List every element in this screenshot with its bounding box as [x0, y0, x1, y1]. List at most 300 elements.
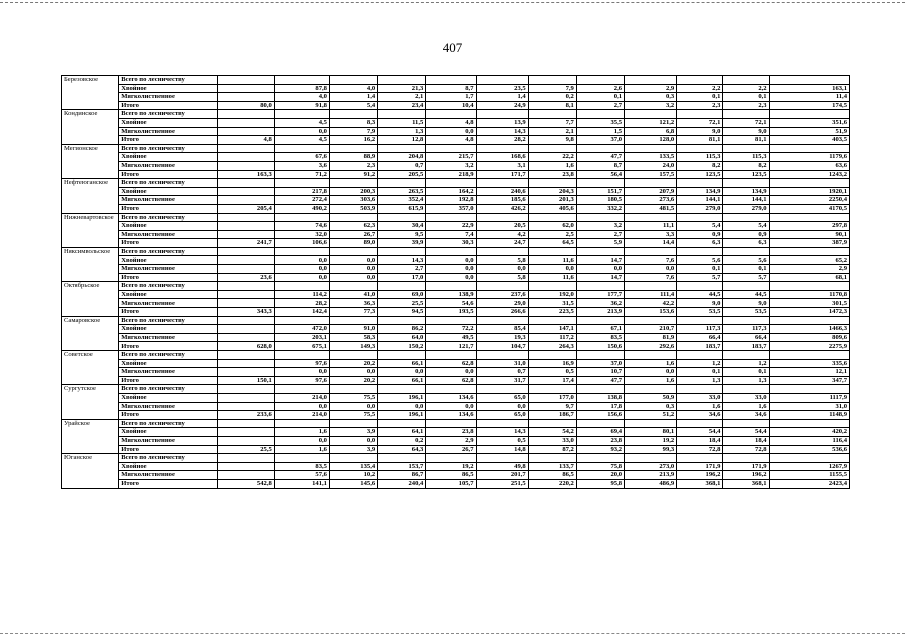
- empty-cell: [528, 247, 576, 256]
- value-cell: 201,7: [476, 471, 528, 480]
- value-cell: 18,4: [677, 436, 723, 445]
- value-cell: 88,9: [329, 153, 377, 162]
- row-category-label: Хвойное: [119, 187, 217, 196]
- area-cell: 241,7: [217, 239, 274, 248]
- table-row: [62, 118, 850, 127]
- value-cell: 4170,5: [769, 204, 849, 213]
- empty-cell: [329, 213, 377, 222]
- value-cell: 16,9: [528, 359, 576, 368]
- table-row: [62, 76, 850, 85]
- empty-cell: [329, 76, 377, 85]
- table-row: [62, 222, 850, 231]
- value-cell: 4,8: [426, 118, 476, 127]
- empty-cell: [576, 351, 624, 360]
- value-cell: 1,4: [476, 93, 528, 102]
- scan-bottom-border: [0, 633, 905, 634]
- value-cell: 81,1: [677, 136, 723, 145]
- empty-cell: [723, 351, 769, 360]
- value-cell: 1,3: [378, 127, 426, 136]
- value-cell: 63,6: [769, 161, 849, 170]
- value-cell: 64,0: [378, 333, 426, 342]
- value-cell: 4,5: [274, 118, 329, 127]
- value-cell: 0,0: [274, 265, 329, 274]
- value-cell: 2,9: [769, 265, 849, 274]
- empty-cell: [576, 247, 624, 256]
- table-row: [62, 136, 850, 145]
- value-cell: 30,3: [426, 239, 476, 248]
- empty-cell: [528, 282, 576, 291]
- area-cell: 23,6: [217, 273, 274, 282]
- table-row: [62, 402, 850, 411]
- value-cell: 11,4: [769, 93, 849, 102]
- value-cell: 4,5: [274, 136, 329, 145]
- empty-cell: [576, 110, 624, 119]
- empty-cell: [576, 179, 624, 188]
- value-cell: 177,0: [528, 393, 576, 402]
- value-cell: 56,4: [576, 170, 624, 179]
- value-cell: 134,6: [426, 411, 476, 420]
- empty-cell: [217, 179, 274, 188]
- empty-cell: [769, 110, 849, 119]
- value-cell: 68,1: [769, 273, 849, 282]
- value-cell: 9,0: [723, 127, 769, 136]
- value-cell: 200,3: [329, 187, 377, 196]
- value-cell: 19,2: [426, 462, 476, 471]
- empty-cell: [217, 256, 274, 265]
- value-cell: 240,4: [378, 479, 426, 488]
- row-category-label: Мягколиственное: [119, 127, 217, 136]
- value-cell: 183,7: [723, 342, 769, 351]
- value-cell: 2,1: [528, 127, 576, 136]
- empty-cell: [329, 282, 377, 291]
- value-cell: 23,5: [476, 84, 528, 93]
- empty-cell: [723, 144, 769, 153]
- empty-cell: [476, 419, 528, 428]
- table-row: [62, 436, 850, 445]
- value-cell: 223,5: [528, 308, 576, 317]
- value-cell: 87,2: [528, 445, 576, 454]
- value-cell: 142,4: [274, 308, 329, 317]
- area-cell: 233,6: [217, 411, 274, 420]
- value-cell: 3,9: [329, 428, 377, 437]
- value-cell: 809,6: [769, 333, 849, 342]
- value-cell: 1466,3: [769, 325, 849, 334]
- empty-cell: [217, 118, 274, 127]
- table-row: [62, 359, 850, 368]
- value-cell: 4,0: [329, 84, 377, 93]
- value-cell: 31,0: [769, 402, 849, 411]
- value-cell: 0,0: [426, 256, 476, 265]
- empty-cell: [217, 368, 274, 377]
- empty-cell: [217, 84, 274, 93]
- value-cell: 0,1: [677, 265, 723, 274]
- table-row: [62, 187, 850, 196]
- empty-cell: [528, 76, 576, 85]
- table-row: [62, 376, 850, 385]
- value-cell: 6,3: [723, 239, 769, 248]
- value-cell: 53,5: [677, 308, 723, 317]
- value-cell: 66,4: [723, 333, 769, 342]
- value-cell: 133,7: [528, 462, 576, 471]
- value-cell: 264,3: [528, 342, 576, 351]
- value-cell: 1117,9: [769, 393, 849, 402]
- value-cell: 26,7: [329, 230, 377, 239]
- value-cell: 37,0: [576, 136, 624, 145]
- empty-cell: [329, 144, 377, 153]
- value-cell: 420,2: [769, 428, 849, 437]
- value-cell: 0,0: [329, 436, 377, 445]
- value-cell: 14,4: [625, 239, 677, 248]
- value-cell: 204,3: [528, 187, 576, 196]
- table-row: [62, 161, 850, 170]
- value-cell: 263,5: [378, 187, 426, 196]
- table-row: [62, 196, 850, 205]
- table-row: [62, 127, 850, 136]
- value-cell: 93,2: [576, 445, 624, 454]
- empty-cell: [677, 144, 723, 153]
- empty-cell: [426, 351, 476, 360]
- value-cell: 91,0: [329, 325, 377, 334]
- value-cell: 1,4: [329, 93, 377, 102]
- row-category-label: Итого: [119, 376, 217, 385]
- value-cell: 9,0: [677, 127, 723, 136]
- value-cell: 62,0: [528, 222, 576, 231]
- value-cell: 44,5: [677, 290, 723, 299]
- table-row: [62, 411, 850, 420]
- value-cell: 36,2: [576, 299, 624, 308]
- value-cell: 75,8: [576, 462, 624, 471]
- value-cell: 1,6: [625, 359, 677, 368]
- empty-cell: [378, 385, 426, 394]
- value-cell: 426,2: [476, 204, 528, 213]
- value-cell: 14,7: [576, 273, 624, 282]
- value-cell: 80,1: [625, 428, 677, 437]
- value-cell: 205,5: [378, 170, 426, 179]
- empty-cell: [625, 179, 677, 188]
- value-cell: 105,7: [426, 479, 476, 488]
- value-cell: 0,9: [723, 230, 769, 239]
- empty-cell: [217, 196, 274, 205]
- value-cell: 114,2: [274, 290, 329, 299]
- empty-cell: [723, 316, 769, 325]
- value-cell: 157,5: [625, 170, 677, 179]
- value-cell: 121,2: [625, 118, 677, 127]
- empty-cell: [576, 316, 624, 325]
- empty-cell: [217, 265, 274, 274]
- value-cell: 0,0: [274, 402, 329, 411]
- empty-cell: [217, 230, 274, 239]
- value-cell: 7,9: [329, 127, 377, 136]
- row-category-label: Мягколиственное: [119, 93, 217, 102]
- value-cell: 20,5: [476, 222, 528, 231]
- scan-top-border: [0, 2, 905, 3]
- row-category-label: Мягколиственное: [119, 265, 217, 274]
- empty-cell: [274, 110, 329, 119]
- value-cell: 335,6: [769, 359, 849, 368]
- value-cell: 240,6: [476, 187, 528, 196]
- value-cell: 472,0: [274, 325, 329, 334]
- forestry-name: Березовское: [62, 76, 119, 110]
- value-cell: 57,6: [274, 471, 329, 480]
- value-cell: 0,0: [329, 368, 377, 377]
- value-cell: 144,1: [677, 196, 723, 205]
- empty-cell: [576, 282, 624, 291]
- value-cell: 83,5: [274, 462, 329, 471]
- value-cell: 0,0: [274, 368, 329, 377]
- value-cell: 615,9: [378, 204, 426, 213]
- value-cell: 1,6: [625, 376, 677, 385]
- value-cell: 91,2: [329, 170, 377, 179]
- value-cell: 7,6: [625, 273, 677, 282]
- table-row: [62, 333, 850, 342]
- value-cell: 50,9: [625, 393, 677, 402]
- value-cell: 3,9: [329, 445, 377, 454]
- value-cell: 201,3: [528, 196, 576, 205]
- area-cell: 80,0: [217, 101, 274, 110]
- empty-cell: [329, 110, 377, 119]
- value-cell: 22,9: [426, 222, 476, 231]
- value-cell: 8,2: [723, 161, 769, 170]
- value-cell: 2,7: [378, 265, 426, 274]
- value-cell: 145,6: [329, 479, 377, 488]
- value-cell: 34,6: [677, 411, 723, 420]
- value-cell: 6,3: [677, 239, 723, 248]
- value-cell: 1,7: [426, 93, 476, 102]
- value-cell: 77,3: [329, 308, 377, 317]
- value-cell: 153,6: [625, 308, 677, 317]
- value-cell: 65,2: [769, 256, 849, 265]
- value-cell: 1170,8: [769, 290, 849, 299]
- value-cell: 138,8: [576, 393, 624, 402]
- value-cell: 5,4: [723, 222, 769, 231]
- table-row: [62, 239, 850, 248]
- value-cell: 149,3: [329, 342, 377, 351]
- value-cell: 352,4: [378, 196, 426, 205]
- value-cell: 83,5: [576, 333, 624, 342]
- value-cell: 180,5: [576, 196, 624, 205]
- value-cell: 12,1: [769, 368, 849, 377]
- value-cell: 72,2: [426, 325, 476, 334]
- empty-cell: [329, 385, 377, 394]
- value-cell: 37,0: [576, 359, 624, 368]
- table-row: [62, 247, 850, 256]
- value-cell: 134,9: [723, 187, 769, 196]
- empty-cell: [723, 419, 769, 428]
- value-cell: 5,6: [723, 256, 769, 265]
- empty-cell: [476, 76, 528, 85]
- empty-cell: [769, 282, 849, 291]
- value-cell: 0,1: [677, 93, 723, 102]
- empty-cell: [274, 282, 329, 291]
- value-cell: 0,0: [576, 265, 624, 274]
- group-header-label: Всего по лесничеству: [119, 110, 217, 119]
- value-cell: 17,0: [378, 273, 426, 282]
- empty-cell: [274, 419, 329, 428]
- value-cell: 42,2: [625, 299, 677, 308]
- value-cell: 0,3: [625, 93, 677, 102]
- empty-cell: [677, 316, 723, 325]
- empty-cell: [274, 76, 329, 85]
- value-cell: 204,8: [378, 153, 426, 162]
- row-category-label: Мягколиственное: [119, 333, 217, 342]
- row-category-label: Мягколиственное: [119, 230, 217, 239]
- value-cell: 292,6: [625, 342, 677, 351]
- value-cell: 0,0: [426, 265, 476, 274]
- value-cell: 18,4: [723, 436, 769, 445]
- forestry-name: Няксимвольское: [62, 247, 119, 281]
- value-cell: 171,9: [723, 462, 769, 471]
- value-cell: 273,0: [625, 462, 677, 471]
- value-cell: 193,5: [426, 308, 476, 317]
- value-cell: 89,0: [329, 239, 377, 248]
- empty-cell: [476, 316, 528, 325]
- value-cell: 69,4: [576, 428, 624, 437]
- empty-cell: [769, 144, 849, 153]
- value-cell: 214,0: [274, 393, 329, 402]
- value-cell: 503,9: [329, 204, 377, 213]
- forestry-name: Юганское: [62, 454, 119, 488]
- row-category-label: Хвойное: [119, 256, 217, 265]
- empty-cell: [426, 144, 476, 153]
- value-cell: 62,8: [426, 359, 476, 368]
- empty-cell: [217, 290, 274, 299]
- value-cell: 150,6: [576, 342, 624, 351]
- table-row: [62, 351, 850, 360]
- value-cell: 123,5: [723, 170, 769, 179]
- empty-cell: [769, 351, 849, 360]
- value-cell: 67,6: [274, 153, 329, 162]
- value-cell: 0,0: [378, 402, 426, 411]
- value-cell: 2,2: [677, 84, 723, 93]
- value-cell: 5,9: [576, 239, 624, 248]
- value-cell: 2,1: [378, 93, 426, 102]
- value-cell: 69,0: [378, 290, 426, 299]
- empty-cell: [476, 454, 528, 463]
- value-cell: 134,6: [426, 393, 476, 402]
- empty-cell: [723, 76, 769, 85]
- value-cell: 28,2: [476, 136, 528, 145]
- value-cell: 54,6: [426, 299, 476, 308]
- group-header-label: Всего по лесничеству: [119, 419, 217, 428]
- empty-cell: [677, 213, 723, 222]
- empty-cell: [723, 454, 769, 463]
- value-cell: 85,4: [476, 325, 528, 334]
- empty-cell: [426, 419, 476, 428]
- table-row: [62, 393, 850, 402]
- value-cell: 64,3: [378, 445, 426, 454]
- table-row: [62, 308, 850, 317]
- value-cell: 94,5: [378, 308, 426, 317]
- value-cell: 332,2: [576, 204, 624, 213]
- empty-cell: [217, 282, 274, 291]
- value-cell: 0,0: [329, 265, 377, 274]
- value-cell: 7,4: [426, 230, 476, 239]
- empty-cell: [378, 247, 426, 256]
- empty-cell: [476, 351, 528, 360]
- table-row: [62, 479, 850, 488]
- value-cell: 207,9: [625, 187, 677, 196]
- value-cell: 32,0: [274, 230, 329, 239]
- value-cell: 47,7: [576, 376, 624, 385]
- value-cell: 23,8: [426, 428, 476, 437]
- value-cell: 134,9: [677, 187, 723, 196]
- table-row: [62, 316, 850, 325]
- row-category-label: Итого: [119, 101, 217, 110]
- empty-cell: [476, 247, 528, 256]
- value-cell: 1,6: [274, 445, 329, 454]
- forestry-name: Октябрьское: [62, 282, 119, 316]
- value-cell: 11,6: [528, 273, 576, 282]
- value-cell: 220,2: [528, 479, 576, 488]
- value-cell: 90,1: [769, 230, 849, 239]
- empty-cell: [217, 110, 274, 119]
- value-cell: 0,2: [528, 93, 576, 102]
- value-cell: 26,7: [426, 445, 476, 454]
- value-cell: 28,2: [274, 299, 329, 308]
- empty-cell: [426, 385, 476, 394]
- table-row: [62, 462, 850, 471]
- empty-cell: [769, 179, 849, 188]
- value-cell: 4,8: [426, 136, 476, 145]
- value-cell: 11,6: [528, 256, 576, 265]
- value-cell: 0,0: [528, 265, 576, 274]
- value-cell: 67,1: [576, 325, 624, 334]
- value-cell: 4,0: [274, 93, 329, 102]
- empty-cell: [528, 316, 576, 325]
- value-cell: 72,1: [677, 118, 723, 127]
- row-category-label: Итого: [119, 342, 217, 351]
- row-category-label: Итого: [119, 239, 217, 248]
- value-cell: 1,3: [723, 376, 769, 385]
- empty-cell: [528, 385, 576, 394]
- table-row: [62, 282, 850, 291]
- value-cell: 0,7: [378, 161, 426, 170]
- value-cell: 97,6: [274, 376, 329, 385]
- value-cell: 2,3: [723, 101, 769, 110]
- value-cell: 10,2: [329, 471, 377, 480]
- empty-cell: [677, 110, 723, 119]
- empty-cell: [528, 144, 576, 153]
- value-cell: 0,0: [274, 256, 329, 265]
- value-cell: 41,0: [329, 290, 377, 299]
- empty-cell: [677, 247, 723, 256]
- value-cell: 1179,6: [769, 153, 849, 162]
- row-category-label: Мягколиственное: [119, 471, 217, 480]
- empty-cell: [274, 385, 329, 394]
- value-cell: 117,3: [723, 325, 769, 334]
- area-cell: 25,5: [217, 445, 274, 454]
- empty-cell: [426, 247, 476, 256]
- row-category-label: Хвойное: [119, 118, 217, 127]
- empty-cell: [476, 110, 528, 119]
- empty-cell: [625, 76, 677, 85]
- value-cell: 35,5: [576, 118, 624, 127]
- row-category-label: Мягколиственное: [119, 196, 217, 205]
- value-cell: 2,9: [625, 84, 677, 93]
- value-cell: 9,0: [723, 299, 769, 308]
- group-header-label: Всего по лесничеству: [119, 144, 217, 153]
- value-cell: 10,7: [576, 368, 624, 377]
- empty-cell: [426, 213, 476, 222]
- empty-cell: [217, 247, 274, 256]
- empty-cell: [528, 110, 576, 119]
- value-cell: 1,3: [677, 376, 723, 385]
- value-cell: 33,0: [528, 436, 576, 445]
- value-cell: 86,5: [528, 471, 576, 480]
- empty-cell: [217, 428, 274, 437]
- empty-cell: [677, 385, 723, 394]
- value-cell: 14,3: [378, 256, 426, 265]
